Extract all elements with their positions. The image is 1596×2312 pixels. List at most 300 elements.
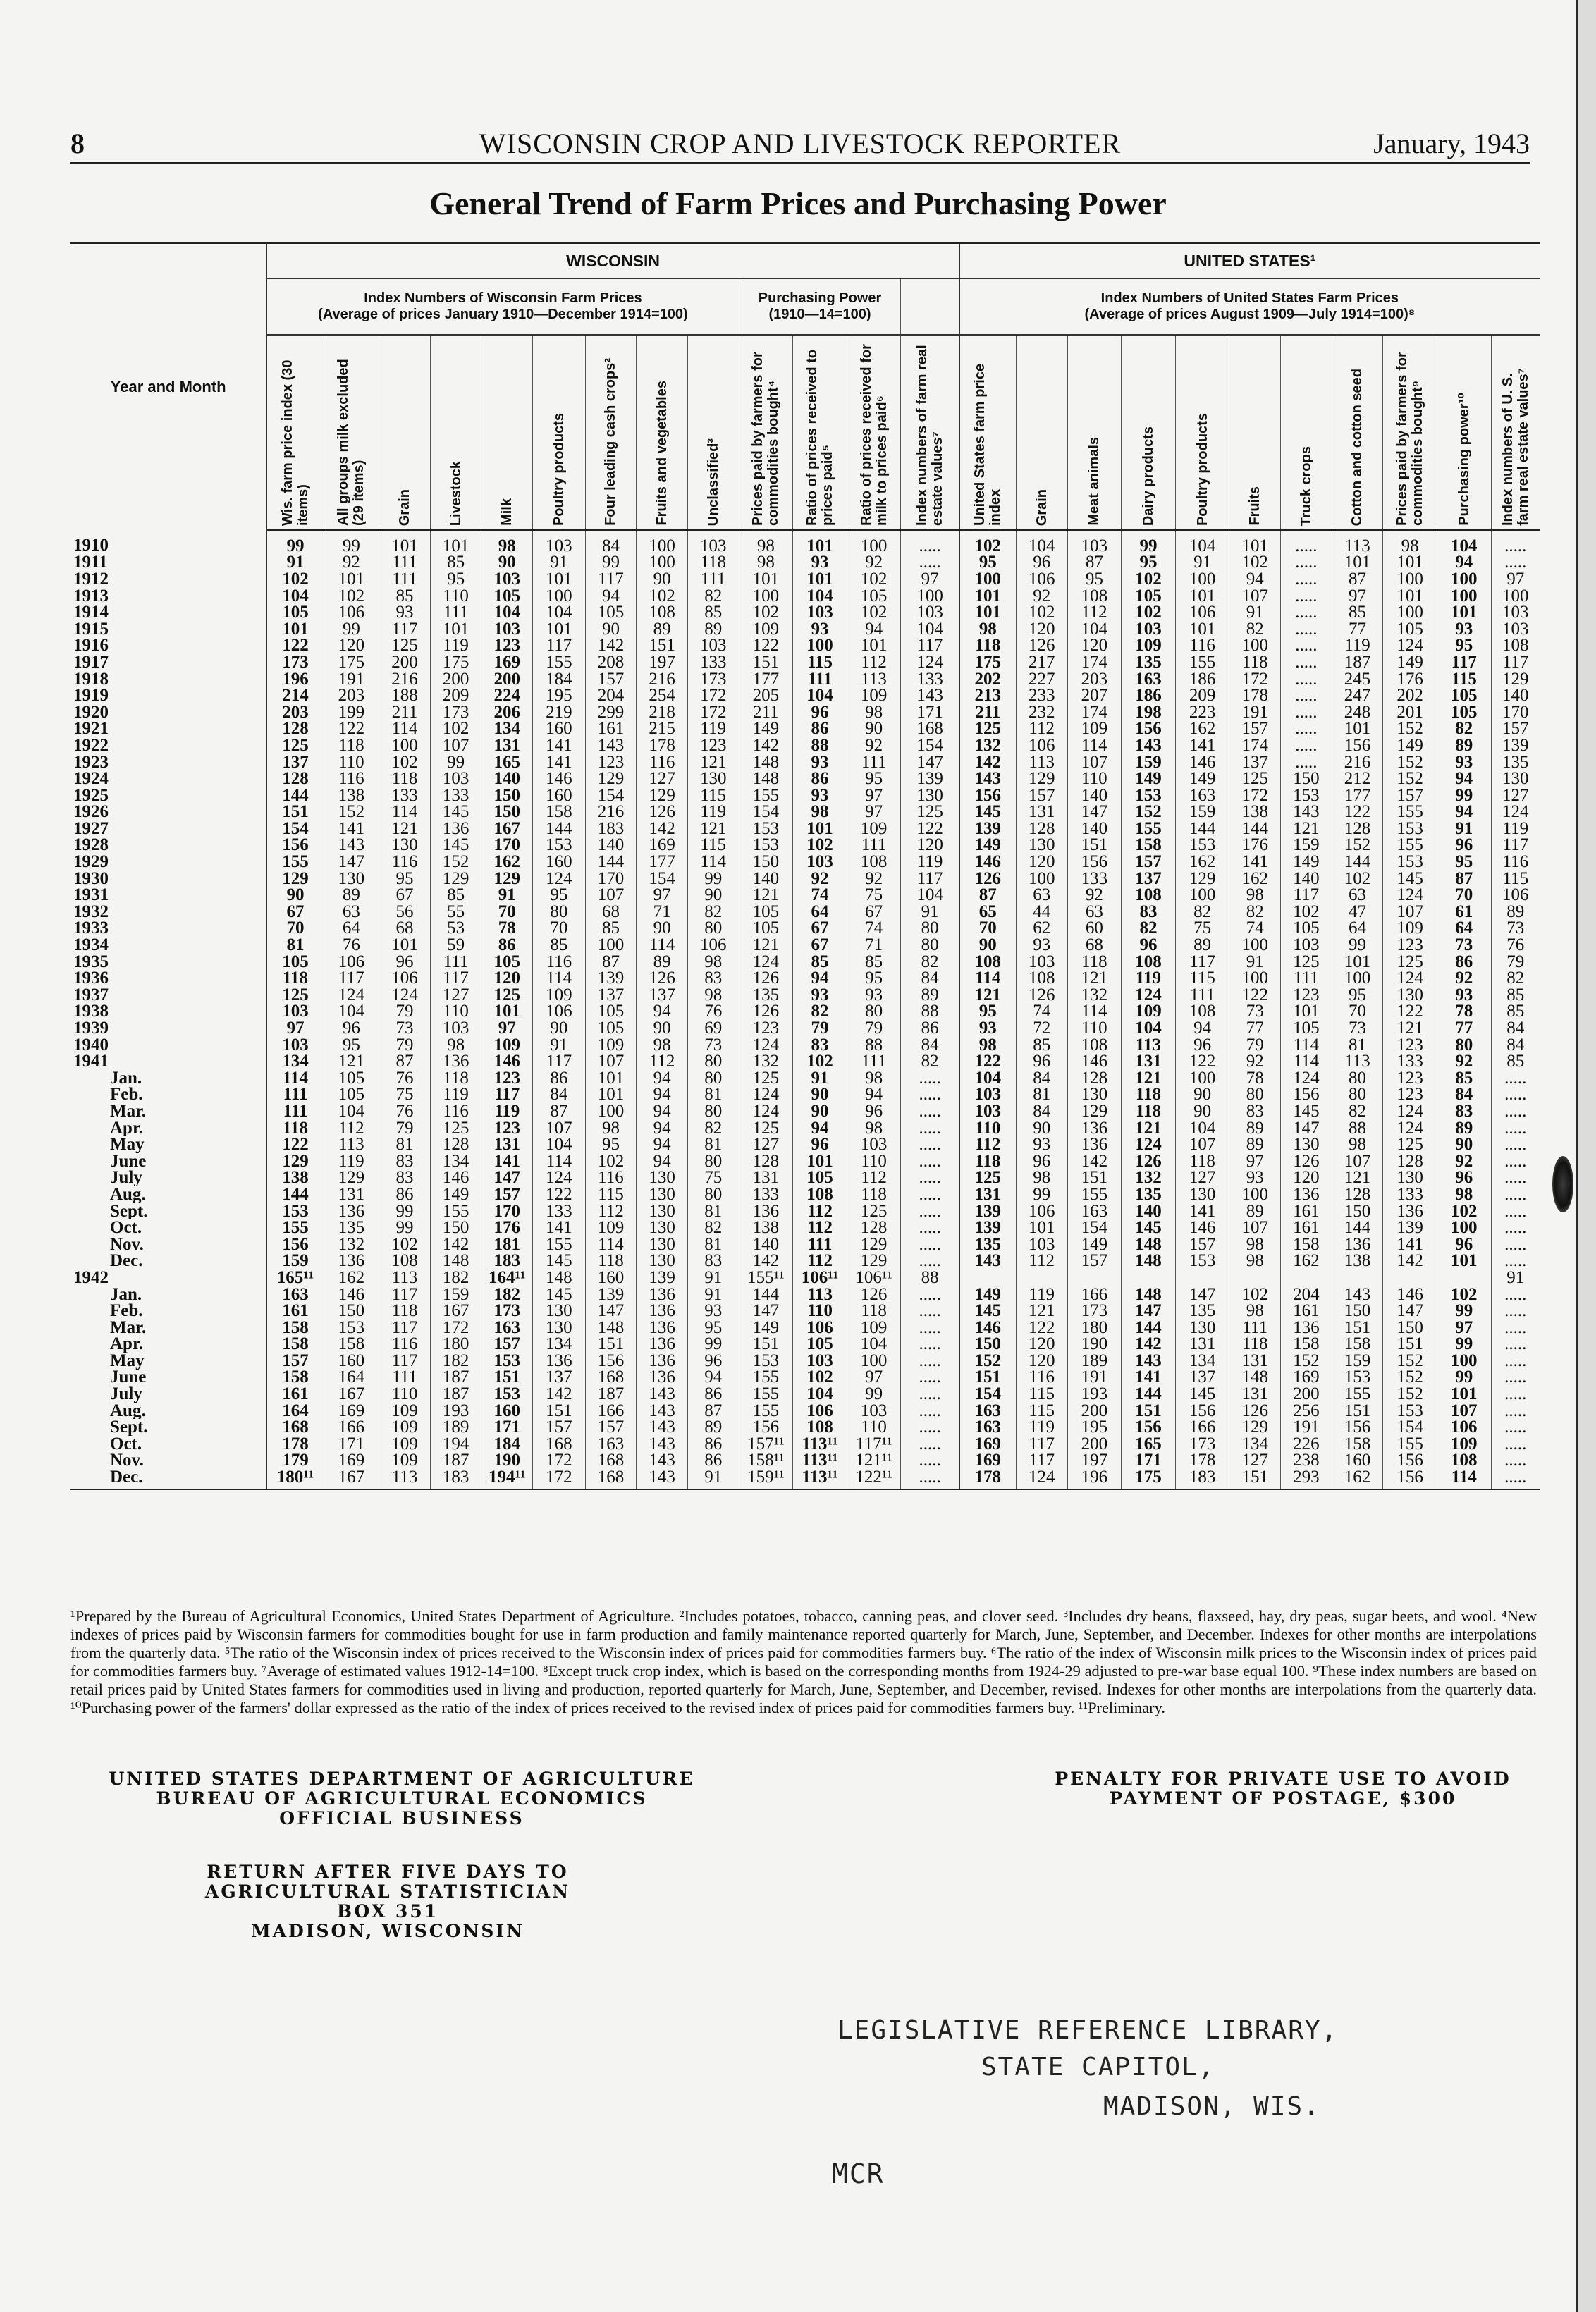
- table-cell: 124: [901, 654, 959, 671]
- purchasing-power-subheader: Purchasing Power (1910—14=100): [739, 278, 901, 335]
- table-cell: 80: [901, 921, 959, 937]
- column-header-label: Milk: [499, 498, 515, 526]
- table-cell: 184: [533, 671, 586, 688]
- row-label: July: [70, 1170, 266, 1187]
- table-cell: 161: [1281, 1303, 1332, 1320]
- table-cell: 105: [585, 1004, 637, 1021]
- table-row: [70, 1336, 1540, 1353]
- table-cell: 94: [793, 970, 847, 987]
- table-cell: [1016, 1269, 1067, 1286]
- row-label: Dec.: [70, 1469, 266, 1489]
- table-cell: .....: [1281, 638, 1332, 655]
- table-cell: 106: [324, 604, 379, 621]
- row-label: Oct.: [70, 1219, 266, 1236]
- table-cell: 124: [324, 987, 379, 1004]
- table-cell: 125: [901, 804, 959, 821]
- table-cell: 106: [1016, 1203, 1067, 1220]
- table-row: [70, 1020, 1540, 1037]
- table-cell: 156: [1383, 1469, 1437, 1489]
- table-cell: 117: [379, 1320, 431, 1336]
- table-cell: 124: [739, 1037, 793, 1054]
- row-label: Aug.: [70, 1186, 266, 1203]
- table-cell: 152: [1383, 1353, 1437, 1370]
- table-cell: 151: [1332, 1320, 1383, 1336]
- table-cell: 125: [1383, 1136, 1437, 1153]
- table-cell: 196: [1067, 1469, 1122, 1489]
- table-cell: 99: [324, 530, 379, 555]
- table-cell: 173: [430, 704, 481, 721]
- table-cell: 102: [793, 1053, 847, 1070]
- table-cell: 74: [1016, 1004, 1067, 1021]
- table-cell: 126: [637, 804, 688, 821]
- table-cell: 100: [1437, 1353, 1491, 1370]
- row-label: Sept.: [70, 1419, 266, 1436]
- table-cell: 103: [1281, 937, 1332, 954]
- row-label: 1925: [70, 787, 266, 804]
- united-states-group-header: UNITED STATES¹: [959, 243, 1540, 278]
- table-cell: 151: [1122, 1403, 1176, 1420]
- table-cell: 79: [1491, 954, 1540, 971]
- table-cell: 76: [324, 937, 379, 954]
- table-cell: 105: [793, 1336, 847, 1353]
- table-cell: 92: [1016, 588, 1067, 605]
- table-cell: 81: [1332, 1037, 1383, 1054]
- table-cell: 103: [959, 1103, 1017, 1120]
- table-cell: 159: [266, 1253, 324, 1270]
- table-cell: 155: [1383, 1436, 1437, 1453]
- table-cell: 64: [1332, 921, 1383, 937]
- table-cell: 100: [1229, 970, 1281, 987]
- table-cell: 127: [637, 770, 688, 787]
- table-cell: 118: [1122, 1103, 1176, 1120]
- table-cell: 80: [687, 1153, 739, 1170]
- library-stamp-line: STATE CAPITOL,: [981, 2053, 1215, 2082]
- table-cell: 90: [793, 1087, 847, 1104]
- table-row: [70, 704, 1540, 721]
- table-cell: 148: [739, 754, 793, 771]
- table-cell: 127: [1229, 1453, 1281, 1470]
- table-cell: 154: [739, 804, 793, 821]
- table-cell: .....: [901, 1286, 959, 1303]
- table-cell: 156: [959, 787, 1017, 804]
- table-cell: 163: [1122, 671, 1176, 688]
- column-header: [1281, 335, 1332, 530]
- table-cell: 133: [1383, 1186, 1437, 1203]
- table-cell: 159: [1281, 837, 1332, 854]
- table-cell: 129: [430, 871, 481, 887]
- table-cell: 109: [847, 1320, 901, 1336]
- table-cell: 105: [1437, 687, 1491, 704]
- table-cell: 136: [739, 1203, 793, 1220]
- table-cell: 168: [266, 1419, 324, 1436]
- table-cell: 147: [1383, 1303, 1437, 1320]
- table-cell: 98: [481, 530, 533, 555]
- table-cell: 80: [687, 921, 739, 937]
- table-row: [70, 1037, 1540, 1054]
- table-cell: 161: [266, 1303, 324, 1320]
- table-cell: 191: [324, 671, 379, 688]
- table-cell: 114: [533, 1153, 586, 1170]
- table-cell: 102: [379, 1236, 431, 1253]
- table-cell: 172: [430, 1320, 481, 1336]
- table-cell: 102: [430, 721, 481, 738]
- table-cell: 105: [739, 921, 793, 937]
- table-cell: 136: [637, 1336, 688, 1353]
- table-row: [70, 787, 1540, 804]
- table-cell: 105: [266, 604, 324, 621]
- table-cell: 158: [266, 1320, 324, 1336]
- table-cell: 167: [324, 1469, 379, 1489]
- table-cell: 125: [959, 721, 1017, 738]
- table-cell: 109: [379, 1453, 431, 1470]
- table-cell: 144: [585, 854, 637, 871]
- table-cell: 158: [1122, 837, 1176, 854]
- row-label: Nov.: [70, 1236, 266, 1253]
- table-cell: 106: [1491, 887, 1540, 904]
- table-cell: 144: [533, 820, 586, 837]
- table-cell: 86: [793, 721, 847, 738]
- table-cell: 168: [533, 1436, 586, 1453]
- return-line: MADISON, WISCONSIN: [251, 1921, 524, 1941]
- table-cell: 93: [793, 621, 847, 638]
- row-label: 1938: [70, 1004, 266, 1021]
- table-cell: 151: [1067, 1170, 1122, 1187]
- table-cell: 187: [585, 1386, 637, 1403]
- table-cell: 70: [481, 904, 533, 921]
- table-cell: 161: [1281, 1203, 1332, 1220]
- table-cell: 164: [324, 1370, 379, 1386]
- table-row: [70, 887, 1540, 904]
- table-cell: 128: [430, 1136, 481, 1153]
- table-cell: 109: [585, 1219, 637, 1236]
- table-row: [70, 954, 1540, 971]
- table-cell: [1437, 1269, 1491, 1286]
- table-cell: 121: [687, 754, 739, 771]
- table-cell: [1229, 1269, 1281, 1286]
- row-label: 1929: [70, 854, 266, 871]
- table-cell: 119: [1491, 820, 1540, 837]
- table-cell: 130: [379, 837, 431, 854]
- table-cell: 136: [1332, 1236, 1383, 1253]
- table-cell: 148: [739, 770, 793, 787]
- table-cell: 97: [1332, 588, 1383, 605]
- table-cell: 99: [430, 754, 481, 771]
- table-cell: 151: [533, 1403, 586, 1420]
- table-cell: 90: [585, 621, 637, 638]
- table-cell: 176: [1229, 837, 1281, 854]
- table-cell: 186: [1175, 671, 1229, 688]
- table-cell: 47: [1332, 904, 1383, 921]
- table-cell: 102: [1229, 1286, 1281, 1303]
- table-cell: 145: [430, 837, 481, 854]
- table-cell: 73: [1491, 921, 1540, 937]
- table-row: [70, 804, 1540, 821]
- table-cell: 140: [1122, 1203, 1176, 1220]
- table-cell: .....: [1281, 754, 1332, 771]
- table-cell: 187: [430, 1370, 481, 1386]
- table-cell: 104: [901, 887, 959, 904]
- table-cell: .....: [901, 1087, 959, 1104]
- table-cell: 169: [324, 1453, 379, 1470]
- table-cell: 103: [793, 1353, 847, 1370]
- row-label: Aug.: [70, 1403, 266, 1420]
- table-cell: 208: [585, 654, 637, 671]
- table-cell: 173: [1175, 1436, 1229, 1453]
- table-cell: 85: [847, 954, 901, 971]
- table-cell: 124: [533, 871, 586, 887]
- table-cell: 159: [1332, 1353, 1383, 1370]
- table-cell: 102: [1016, 604, 1067, 621]
- table-cell: 130: [1281, 1136, 1332, 1153]
- table-cell: 118: [430, 1070, 481, 1087]
- table-cell: 99: [324, 621, 379, 638]
- table-cell: 113¹¹: [793, 1469, 847, 1489]
- table-cell: 147: [324, 854, 379, 871]
- table-cell: 113: [1332, 1053, 1383, 1070]
- table-cell: .....: [901, 1136, 959, 1153]
- table-cell: 82: [901, 1053, 959, 1070]
- table-cell: 98: [1332, 1136, 1383, 1153]
- table-cell: 157: [585, 1419, 637, 1436]
- table-cell: 113: [1016, 754, 1067, 771]
- table-cell: 111: [379, 1370, 431, 1386]
- table-cell: 86: [901, 1020, 959, 1037]
- penalty-notice: [1001, 1769, 1565, 1809]
- table-cell: 89: [324, 887, 379, 904]
- table-cell: 145: [1281, 1103, 1332, 1120]
- table-cell: 101: [793, 1153, 847, 1170]
- table-cell: 138: [266, 1170, 324, 1187]
- us-index-subheader: Index Numbers of United States Farm Prices (Average of prices August 1909—July 1914=100)⁸: [959, 278, 1540, 335]
- table-cell: 91: [901, 904, 959, 921]
- table-cell: 233: [1016, 687, 1067, 704]
- table-cell: 108: [1122, 954, 1176, 971]
- table-cell: 122: [1229, 987, 1281, 1004]
- table-cell: 100: [1175, 1070, 1229, 1087]
- table-cell: 133: [687, 654, 739, 671]
- table-cell: 171: [481, 1419, 533, 1436]
- table-cell: 85: [533, 937, 586, 954]
- table-cell: 157: [1383, 787, 1437, 804]
- table-cell: 103: [430, 1020, 481, 1037]
- table-cell: 176: [1383, 671, 1437, 688]
- table-cell: 91: [1437, 820, 1491, 837]
- table-cell: 130: [1175, 1186, 1229, 1203]
- table-cell: 63: [1016, 887, 1067, 904]
- table-cell: 103: [1016, 1236, 1067, 1253]
- table-cell: 81: [266, 937, 324, 954]
- table-cell: 129: [847, 1253, 901, 1270]
- table-cell: 106: [1175, 604, 1229, 621]
- table-cell: 111: [687, 571, 739, 588]
- table-cell: 153: [1383, 820, 1437, 837]
- table-cell: 94: [793, 1120, 847, 1137]
- wisconsin-index-subheader: Index Numbers of Wisconsin Farm Prices (Average of prices January 1910—December 1914=100): [266, 278, 739, 335]
- table-cell: 117: [379, 621, 431, 638]
- table-cell: 88: [1332, 1120, 1383, 1137]
- table-cell: 137: [1229, 754, 1281, 771]
- table-cell: 139: [585, 970, 637, 987]
- table-cell: 142: [637, 820, 688, 837]
- row-label: Nov.: [70, 1453, 266, 1470]
- table-cell: 155: [533, 1236, 586, 1253]
- table-cell: 143: [1122, 1353, 1176, 1370]
- table-cell: 153: [1332, 1370, 1383, 1386]
- table-cell: 121: [1122, 1070, 1176, 1087]
- table-cell: 85: [430, 555, 481, 572]
- column-header: [585, 335, 637, 530]
- column-header: [481, 335, 533, 530]
- table-cell: 101: [739, 571, 793, 588]
- table-cell: 121: [1122, 1120, 1176, 1137]
- table-cell: 121: [324, 1053, 379, 1070]
- table-cell: 173: [266, 654, 324, 671]
- table-cell: 118: [266, 970, 324, 987]
- table-cell: .....: [1491, 1336, 1540, 1353]
- table-cell: 162: [1175, 721, 1229, 738]
- table-cell: 100: [901, 588, 959, 605]
- table-cell: 100: [585, 937, 637, 954]
- table-cell: 92: [1067, 887, 1122, 904]
- table-cell: 113¹¹: [793, 1453, 847, 1470]
- table-cell: 73: [687, 1037, 739, 1054]
- table-cell: 154: [1067, 1219, 1122, 1236]
- table-cell: 142: [739, 1253, 793, 1270]
- table-cell: 101: [1332, 954, 1383, 971]
- table-cell: 107: [1383, 904, 1437, 921]
- table-cell: .....: [1491, 1353, 1540, 1370]
- table-cell: 193: [430, 1403, 481, 1420]
- table-cell: 147: [1122, 1303, 1176, 1320]
- table-cell: 121¹¹: [847, 1453, 901, 1470]
- table-cell: 91: [1229, 954, 1281, 971]
- table-cell: 82: [687, 588, 739, 605]
- table-cell: 166: [324, 1419, 379, 1436]
- table-cell: 88: [847, 1037, 901, 1054]
- table-cell: [1175, 1269, 1229, 1286]
- table-cell: .....: [1491, 1070, 1540, 1087]
- table-cell: 145: [533, 1253, 586, 1270]
- table-cell: 117: [533, 638, 586, 655]
- table-cell: 112: [637, 1053, 688, 1070]
- table-row: [70, 1219, 1540, 1236]
- table-cell: 117: [1437, 654, 1491, 671]
- table-cell: 80: [533, 904, 586, 921]
- table-cell: 143: [1281, 804, 1332, 821]
- table-cell: 190: [1067, 1336, 1122, 1353]
- table-row: [70, 820, 1540, 837]
- table-cell: 153: [481, 1386, 533, 1403]
- table-cell: 98: [1383, 530, 1437, 555]
- table-cell: 71: [847, 937, 901, 954]
- table-cell: 168: [585, 1453, 637, 1470]
- table-cell: 119: [901, 854, 959, 871]
- table-cell: 115: [687, 787, 739, 804]
- table-cell: 77: [1229, 1020, 1281, 1037]
- table-cell: 118: [1067, 954, 1122, 971]
- table-cell: 247: [1332, 687, 1383, 704]
- table-cell: 145: [1175, 1386, 1229, 1403]
- table-cell: .....: [1491, 1236, 1540, 1253]
- row-label: 1932: [70, 904, 266, 921]
- row-label: Feb.: [70, 1087, 266, 1104]
- table-cell: 119: [1016, 1286, 1067, 1303]
- table-cell: 114: [533, 970, 586, 987]
- table-cell: 175: [430, 654, 481, 671]
- table-cell: 133: [1067, 871, 1122, 887]
- table-cell: 128: [1332, 820, 1383, 837]
- table-cell: 101: [1229, 530, 1281, 555]
- table-cell: 89: [687, 1419, 739, 1436]
- table-cell: 136: [637, 1353, 688, 1370]
- usda-line: UNITED STATES DEPARTMENT OF AGRICULTURE: [109, 1769, 695, 1789]
- table-cell: 196: [266, 671, 324, 688]
- table-cell: 174: [1067, 654, 1122, 671]
- table-cell: 83: [1437, 1103, 1491, 1120]
- table-cell: 99: [847, 1386, 901, 1403]
- table-cell: 112: [793, 1203, 847, 1220]
- table-cell: 216: [637, 671, 688, 688]
- table-cell: 130: [637, 1236, 688, 1253]
- column-header-label: Truck crops: [1298, 445, 1314, 526]
- table-cell: 155: [266, 1219, 324, 1236]
- table-cell: 101: [793, 820, 847, 837]
- table-cell: 203: [266, 704, 324, 721]
- table-row: [70, 1253, 1540, 1270]
- table-cell: 129: [324, 1170, 379, 1187]
- table-cell: 124: [1383, 1103, 1437, 1120]
- table-cell: 96: [1122, 937, 1176, 954]
- table-row: [70, 1153, 1540, 1170]
- table-cell: 102: [1281, 904, 1332, 921]
- table-cell: 53: [430, 921, 481, 937]
- table-cell: 132: [739, 1053, 793, 1070]
- table-cell: 101: [1016, 1219, 1067, 1236]
- table-cell: 147: [739, 1303, 793, 1320]
- table-cell: 138: [1332, 1253, 1383, 1270]
- table-cell: 154: [901, 737, 959, 754]
- table-cell: 105: [793, 1170, 847, 1187]
- table-cell: 160: [533, 721, 586, 738]
- table-cell: 128: [739, 1153, 793, 1170]
- table-cell: 92: [324, 555, 379, 572]
- table-cell: 102: [324, 588, 379, 605]
- table-cell: 143: [1332, 1286, 1383, 1303]
- table-cell: 103: [1016, 954, 1067, 971]
- table-cell: 128: [847, 1219, 901, 1236]
- row-label: 1937: [70, 987, 266, 1004]
- table-cell: 96: [1016, 555, 1067, 572]
- table-cell: 98: [687, 954, 739, 971]
- table-cell: .....: [1491, 1303, 1540, 1320]
- table-cell: 165¹¹: [266, 1269, 324, 1286]
- table-cell: 150: [481, 787, 533, 804]
- table-cell: 115: [1016, 1386, 1067, 1403]
- table-cell: 103: [1491, 621, 1540, 638]
- table-cell: 155: [266, 854, 324, 871]
- table-cell: 109: [379, 1403, 431, 1420]
- table-cell: 80: [687, 1053, 739, 1070]
- table-cell: 156: [266, 837, 324, 854]
- row-label: June: [70, 1153, 266, 1170]
- table-cell: 219: [533, 704, 586, 721]
- table-cell: 127: [1175, 1170, 1229, 1187]
- table-cell: 75: [1175, 921, 1229, 937]
- table-cell: 99: [1437, 1370, 1491, 1386]
- table-cell: 123: [585, 754, 637, 771]
- table-cell: 77: [1332, 621, 1383, 638]
- table-cell: 93: [1437, 621, 1491, 638]
